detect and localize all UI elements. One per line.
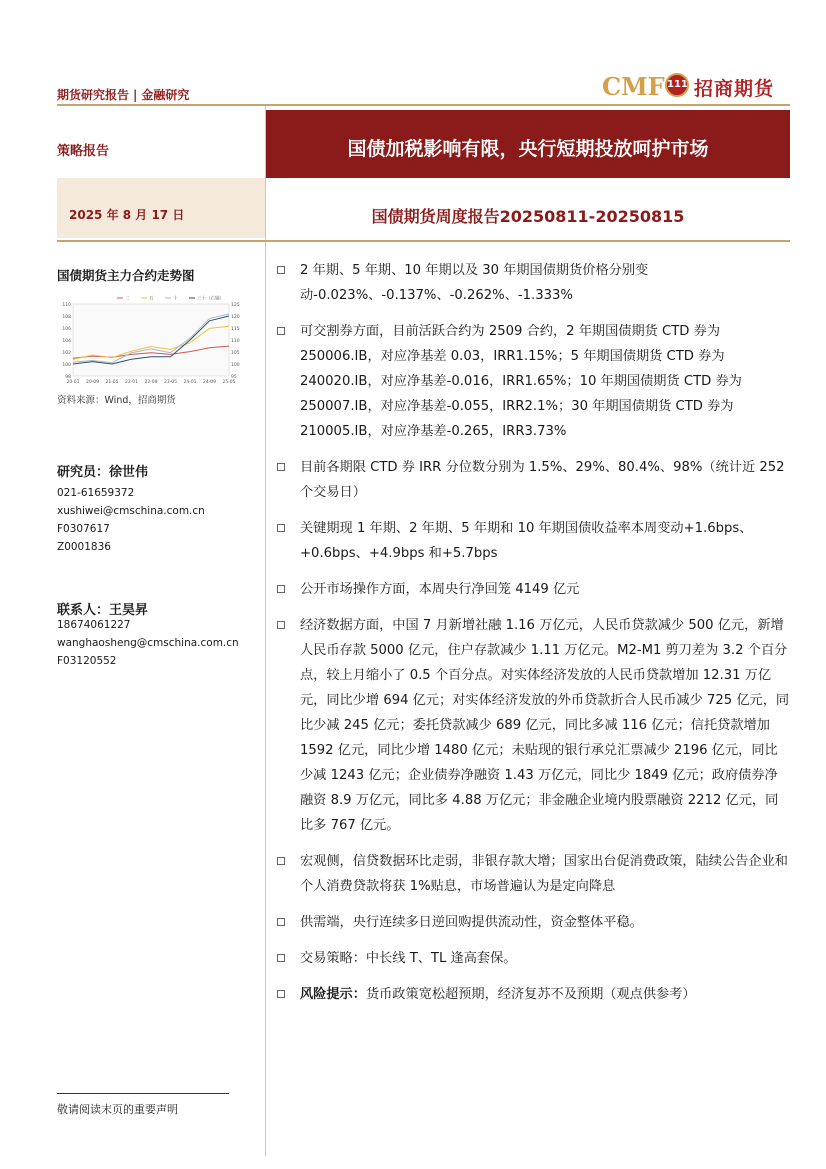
chart-left-tick: 106 — [62, 327, 71, 332]
bullet-box-icon — [277, 327, 285, 335]
chart-plot-area — [73, 304, 229, 376]
chart-left-tick: 100 — [62, 363, 71, 368]
header-report-type: 期货研究报告 — [57, 88, 130, 102]
analyst-phone: 021-61659372 — [57, 487, 135, 499]
chart-left-tick: 110 — [62, 303, 71, 308]
list-item: 交易策略：中长线 T、TL 逢高套保。 — [275, 946, 790, 971]
chart-x-tick: 22-01 — [124, 380, 139, 385]
contact-id-1: F03120552 — [57, 655, 117, 667]
header-breadcrumb — [57, 86, 189, 103]
analyst-id-1: F0307617 — [57, 523, 110, 535]
footer-divider — [57, 1093, 229, 1094]
logo-cn-text: 招商期货 — [694, 78, 775, 100]
chart-x-tick: 21-05 — [105, 380, 119, 385]
bullet-box-icon — [277, 266, 285, 274]
page-title: 国债加税影响有限，央行短期投放呵护市场 — [347, 138, 709, 160]
list-item: 公开市场操作方面，本周央行净回笼 4149 亿元 — [275, 577, 790, 602]
list-item: 目前各期限 CTD 券 IRR 分位数分别为 1.5%、29%、80.4%、98%（统计近 252 个交易日） — [275, 455, 790, 505]
bullet-box-icon — [277, 621, 285, 629]
analyst-id-2: Z0001836 — [57, 541, 111, 553]
contact-email[interactable]: wanghaosheng@cmschina.com.cn — [57, 637, 239, 649]
logo-mark-icon: 111 — [665, 73, 689, 97]
risk-item — [275, 982, 790, 1007]
title-banner — [266, 110, 790, 178]
chart-right-tick: 110 — [231, 339, 240, 344]
chart-left-tick: 108 — [62, 315, 71, 320]
list-item: 宏观侧，信贷数据环比走弱，非银存款大增；国家出台促消费政策，陆续公告企业和个人消费贷款将获 1%贴息，市场普遍认为是定向降息 — [275, 849, 790, 899]
list-item: 可交割券方面，目前活跃合约为 2509 合约，2 年期国债期货 CTD 券为 250006.IB，对应净基差 0.03，IRR1.15%；5 年期国债期货 CTD 券为 240020.IB，对应净基差-0.016，IRR1.65%；10 年期国债期货 CTD 券为 250007.IB，对应净基差-0.055，IRR2.1%；30 年期国债期货 CTD 券为 210005.IB，对应净基差-0.265，IRR3.73% — [275, 319, 790, 444]
chart-right-tick: 115 — [231, 327, 240, 332]
chart-x-tick: 24-09 — [202, 380, 217, 385]
company-logo — [602, 70, 790, 102]
chart-legend-label: 十 — [173, 296, 178, 302]
chart-right-tick: 105 — [231, 351, 240, 356]
bullet-box-icon — [277, 954, 285, 962]
chart-legend-label: 五 — [149, 296, 154, 302]
bullet-box-icon — [277, 585, 285, 593]
list-item: 关键期现 1 年期、2 年期、5 年期和 10 年期国债收益率本周变动+1.6bps、+0.6bps、+4.9bps 和+5.7bps — [275, 516, 790, 566]
chart-right-tick: 125 — [231, 303, 240, 308]
futures-trend-chart — [57, 292, 245, 388]
chart-x-tick: 23-05 — [163, 380, 178, 385]
header-research-type: 金融研究 — [141, 88, 190, 102]
chart-right-tick: 100 — [231, 363, 240, 368]
contact-label: 联系人：王昊昇 — [57, 603, 149, 618]
bullet-box-icon — [277, 857, 285, 865]
bullet-box-icon — [277, 990, 285, 998]
chart-x-tick: 24-01 — [183, 380, 197, 385]
list-item: 2 年期、5 年期、10 年期以及 30 年期国债期货价格分别变动-0.023%、-0.137%、-0.262%、-1.333% — [275, 258, 790, 308]
chart-left-tick: 102 — [62, 351, 71, 356]
chart-legend-label: 三十（右轴） — [197, 296, 224, 302]
header-divider — [57, 104, 790, 106]
header-separator: | — [133, 88, 138, 102]
chart-source: 资料来源：Wind，招商期货 — [57, 395, 176, 406]
list-item: 经济数据方面，中国 7 月新增社融 1.16 万亿元，人民币贷款减少 500 亿元，新增人民币存款 5000 亿元，住户存款减少 1.11 万亿元。M2-M1 剪刀差为 3.2 个百分点，较上月缩小了 0.5 个百分点。对实体经济发放的人民币贷款增加 12.31 万亿元，同比少增 694 亿元；对实体经济发放的外币贷款折合人民币减少 725 亿元，同比少减 245 亿元；委托贷款减少 689 亿元，同比多减 116 亿元；信托贷款增加 1592 亿元，同比少增 1480 亿元；未贴现的银行承兑汇票减少 2196 亿元，同比少减 1243 亿元；企业债券净融资 1.43 万亿元，同比少 1849 亿元；政府债券净融资 8.9 万亿元，同比多 4.88 万亿元；非金融企业境内股票融资 2212 亿元，同比多 767 亿元。 — [275, 613, 790, 838]
report-date: 2025 年 8 月 17 日 — [69, 208, 185, 222]
analyst-email[interactable]: xushiwei@cmschina.com.cn — [57, 505, 205, 517]
contact-phone: 18674061227 — [57, 619, 131, 631]
column-divider — [265, 106, 266, 1156]
chart-legend-label: 二 — [125, 296, 130, 302]
logo-cmf-text: CMF — [602, 72, 665, 101]
analyst-label: 研究员：徐世伟 — [57, 465, 149, 480]
list-item: 供需端，央行连续多日逆回购提供流动性，资金整体平稳。 — [275, 910, 790, 935]
subtitle-divider — [57, 240, 790, 242]
chart-left-tick: 104 — [62, 339, 71, 344]
summary-bullets — [275, 258, 790, 1018]
bullet-box-icon — [277, 463, 285, 471]
bullet-box-icon — [277, 524, 285, 532]
chart-right-tick: 120 — [231, 315, 240, 320]
chart-x-tick: 20-01 — [66, 380, 80, 385]
side-chart-title: 国债期货主力合约走势图 — [57, 268, 195, 283]
risk-label: 风险提示： — [300, 987, 366, 1002]
subtitle-box — [266, 178, 790, 238]
page-subtitle: 国债期货周度报告20250811-20250815 — [371, 207, 685, 226]
chart-right-tick: 95 — [231, 375, 237, 380]
category-label: 策略报告 — [57, 144, 110, 159]
footer-disclaimer: 敬请阅读末页的重要声明 — [57, 1103, 178, 1116]
chart-x-tick: 22-09 — [144, 380, 158, 385]
date-box — [57, 178, 265, 238]
risk-text: 货币政策宽松超预期，经济复苏不及预期（观点供参考） — [365, 987, 696, 1002]
bullet-box-icon — [277, 918, 285, 926]
chart-left-tick: 98 — [65, 375, 71, 380]
chart-x-tick: 25-05 — [222, 380, 236, 385]
chart-x-tick: 20-09 — [85, 380, 100, 385]
